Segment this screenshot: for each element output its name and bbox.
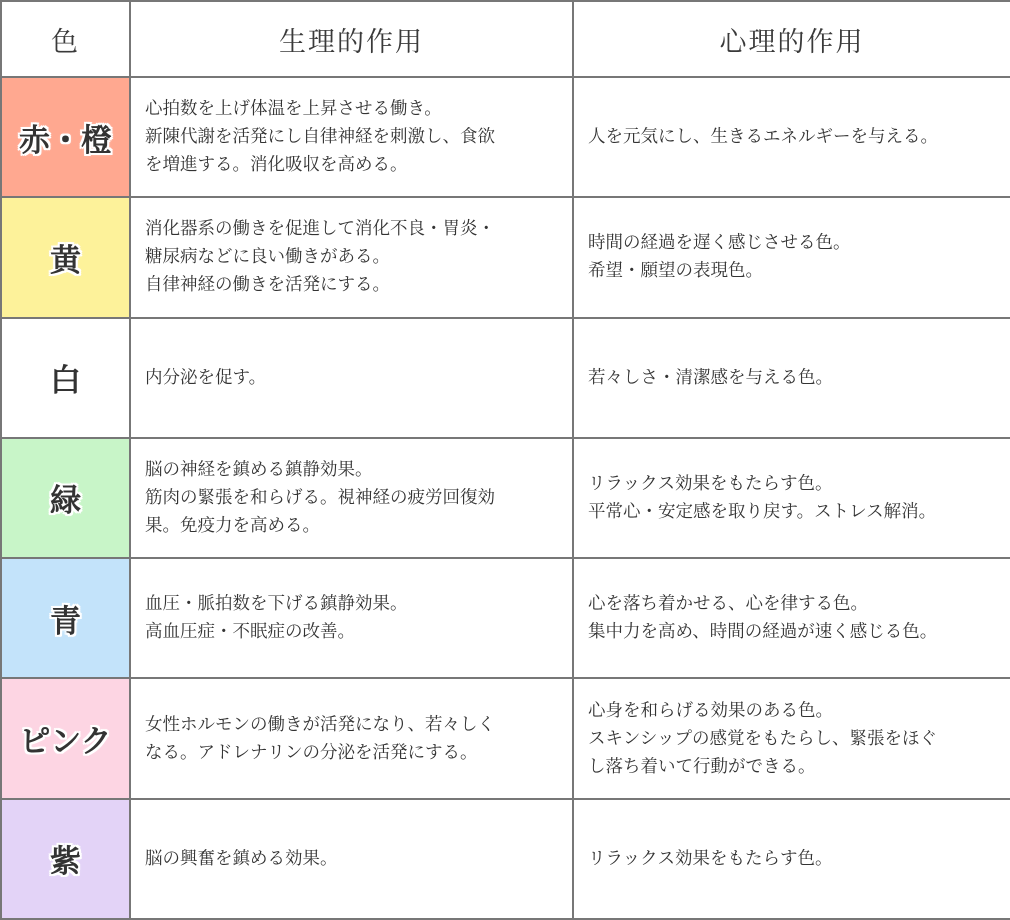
physiological-effect-cell	[130, 438, 573, 558]
header-color: 色	[1, 1, 130, 77]
psychological-effect-line: 心身を和らげる効果のある色。	[588, 700, 833, 721]
physiological-effect-cell	[130, 77, 573, 197]
table-row	[1, 438, 1010, 558]
physiological-effect-line: 内分泌を促す。	[145, 367, 267, 388]
physiological-effect-cell	[130, 197, 573, 317]
psychological-effect-cell	[573, 77, 1010, 197]
physiological-effect-line: なる。アドレナリンの分泌を活発にする。	[145, 742, 478, 763]
table-row	[1, 558, 1010, 678]
color-swatch-cell: 紫	[1, 799, 130, 919]
physiological-effect-line: 新陳代謝を活発にし自律神経を刺激し、食欲	[145, 127, 495, 148]
psychological-effect-cell	[573, 438, 1010, 558]
psychological-effect-line: スキンシップの感覚をもたらし、緊張をほぐ	[588, 728, 938, 749]
color-swatch-cell: 黄	[1, 197, 130, 317]
physiological-effect-line: 糖尿病などに良い働きがある。	[145, 247, 390, 268]
table-body	[1, 77, 1010, 919]
physiological-effect-line: 脳の興奮を鎮める効果。	[145, 848, 338, 869]
color-swatch-cell: 青	[1, 558, 130, 678]
psychological-effect-line: 平常心・安定感を取り戻す。ストレス解消。	[588, 501, 937, 522]
physiological-effect-line: 脳の神経を鎮める鎮静効果。	[145, 459, 373, 480]
physiological-effect-line: 血圧・脈拍数を下げる鎮静効果。	[145, 594, 408, 615]
physiological-effect-line: 果。免疫力を高める。	[145, 515, 320, 536]
physiological-effect-line: を増進する。消化吸収を高める。	[145, 155, 408, 176]
physiological-effect-cell	[130, 678, 573, 798]
psychological-effect-line: リラックス効果をもたらす色。	[588, 473, 833, 494]
psychological-effect-line: 希望・願望の表現色。	[588, 261, 763, 282]
physiological-effect-line: 筋肉の緊張を和らげる。視神経の疲労回復効	[145, 487, 495, 508]
psychological-effect-cell	[573, 318, 1010, 438]
physiological-effect-line: 消化器系の働きを促進して消化不良・胃炎・	[145, 219, 495, 240]
psychological-effect-cell	[573, 678, 1010, 798]
physiological-effect-line: 女性ホルモンの働きが活発になり、若々しく	[145, 714, 495, 735]
psychological-effect-line: 人を元気にし、生きるエネルギーを与える。	[588, 127, 938, 148]
table-row	[1, 678, 1010, 798]
psychological-effect-line: 若々しさ・清潔感を与える色。	[588, 367, 833, 388]
psychological-effect-line: し落ち着いて行動ができる。	[588, 756, 816, 777]
color-swatch-cell: 赤・橙	[1, 77, 130, 197]
psychological-effect-line: 心を落ち着かせる、心を律する色。	[588, 594, 868, 615]
color-swatch-cell: ピンク	[1, 678, 130, 798]
table-row	[1, 197, 1010, 317]
table-row	[1, 318, 1010, 438]
table-row	[1, 799, 1010, 919]
psychological-effect-line: 集中力を高め、時間の経過が速く感じる色。	[588, 622, 938, 643]
color-swatch-cell: 白	[1, 318, 130, 438]
physiological-effect-cell	[130, 558, 573, 678]
header-row	[1, 1, 1010, 77]
physiological-effect-line: 高血圧症・不眠症の改善。	[145, 622, 355, 643]
physiological-effect-cell	[130, 318, 573, 438]
physiological-effect-line: 心拍数を上げ体温を上昇させる働き。	[145, 99, 442, 120]
physiological-effect-line: 自律神経の働きを活発にする。	[145, 275, 390, 296]
psychological-effect-line: リラックス効果をもたらす色。	[588, 848, 833, 869]
psychological-effect-cell	[573, 799, 1010, 919]
header-physiological: 生理的作用	[130, 1, 573, 77]
psychological-effect-cell	[573, 558, 1010, 678]
header-psychological: 心理的作用	[573, 1, 1010, 77]
table-row	[1, 77, 1010, 197]
psychological-effect-line: 時間の経過を遅く感じさせる色。	[588, 233, 851, 254]
psychological-effect-cell	[573, 197, 1010, 317]
color-swatch-cell: 緑	[1, 438, 130, 558]
physiological-effect-cell	[130, 799, 573, 919]
